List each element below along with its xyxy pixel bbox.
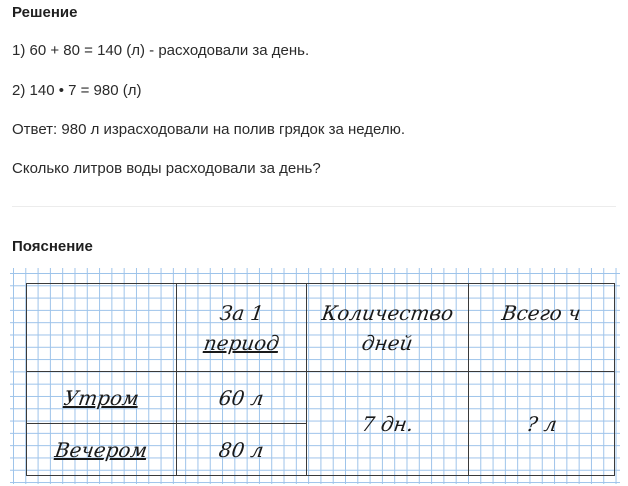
days-value: 7 дн.	[360, 411, 415, 436]
header-period-line2: период	[202, 330, 281, 355]
solution-step-1: 1) 60 + 80 = 140 (л) - расходовали за день.	[12, 42, 310, 59]
row-evening-label-cell	[27, 424, 177, 476]
row-morning-label-cell	[27, 372, 177, 424]
total-value-cell	[469, 372, 615, 476]
header-total-label: Всего ч	[500, 301, 583, 325]
table-row	[27, 372, 615, 424]
solution-answer: Ответ: 980 л израсходовали на полив грядок за неделю.	[12, 121, 406, 138]
header-period-line1: За 1	[218, 300, 265, 325]
row-morning-value: 60 л	[217, 385, 266, 410]
total-value: ? л	[524, 411, 559, 436]
solution-step-2: 2) 140 • 7 = 980 (л)	[12, 82, 142, 99]
header-total-cell	[469, 284, 615, 372]
row-evening-value: 80 л	[217, 437, 266, 462]
header-days-line1: Количество	[320, 300, 455, 325]
header-period-cell	[177, 284, 307, 372]
explanation-title: Пояснение	[12, 238, 93, 255]
header-days-line2: дней	[360, 330, 415, 355]
table-header-row	[27, 284, 615, 372]
header-days-cell	[307, 284, 469, 372]
handwritten-table	[26, 283, 615, 476]
row-evening-value-cell	[177, 424, 307, 476]
row-evening-label: Вечером	[53, 437, 150, 462]
days-value-cell	[307, 372, 469, 476]
solution-question: Сколько литров воды расходовали за день?	[12, 160, 321, 177]
row-morning-label: Утром	[62, 385, 141, 410]
solution-title: Решение	[12, 4, 78, 21]
section-divider	[12, 206, 616, 207]
row-morning-value-cell	[177, 372, 307, 424]
header-empty-cell	[27, 284, 177, 372]
